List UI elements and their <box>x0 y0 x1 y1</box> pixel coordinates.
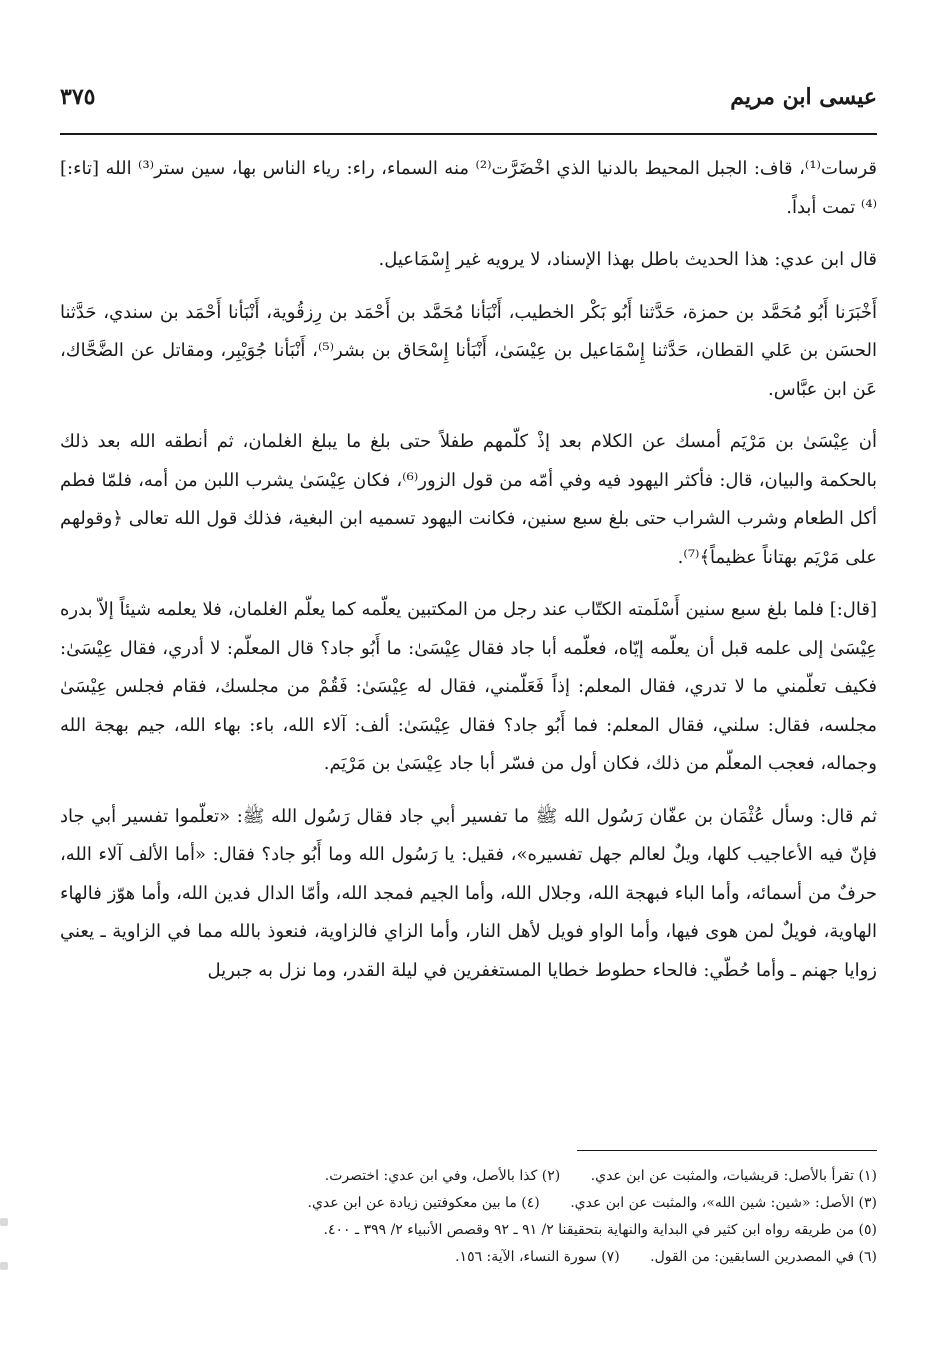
footnotes <box>60 1163 877 1271</box>
paragraph-5: [قال:] فلما بلغ سبع سنين أَسْلَمته الكتّاب عند رجل من المكتبين يعلّمه كما يعلّم الغلمان، فلا يعلمه شيئاً إلاّ بدره عِيْسَىٰ إلى علمه قبل أن يعلّمه إيّاه، فعلّمه أبا جاد فقال عِيْسَىٰ: ما أَبُو جاد؟ قال المعلّم: لا أدري، فقال عِيْسَىٰ: فكيف تعلّمني ما لا تدري، فقال المعلم: إذاً فَعَلّمني، فقال له عِيْسَىٰ: فَقُمْ من مجلسك، فقام فجلس عِيْسَىٰ مجلسه، فقال: سلني، فقال المعلم: فما أَبُو جاد؟ فقال عِيْسَىٰ: ألف: آلاء الله، باء: بهاء الله، جيم بهجة الله وجماله، فعجب المعلّم من ذلك، فكان أول من فسّر أبا جاد عِيْسَىٰ بن مَرْيَم. <box>60 599 877 774</box>
paragraph-6-hadith: ثم قال: وسأل عُثْمَان بن عفّان رَسُول الله ﷺ ما تفسير أبي جاد فقال رَسُول الله ﷺ: «تعلّموا تفسير أبي جاد فإنّ فيه الأعاجيب كلها، ويلٌ لعالم جهل تفسيره»، فقيل: يا رَسُول الله وما أَبُو جاد؟ فقال: «أما الألف آلاء الله، حرفٌ من أسمائه، وأما الباء فبهجة الله، وجلال الله، وأما الجيم فمجد الله، وأمّا الدال فدين الله، وأما هوّز فالهاء الهاوية، فويلٌ لمن هوى فيها، وأما الواو فويل لأهل النار، وأما الزاي فالزاوية، فنعوذ بالله مما في الزاوية ـ يعني زوايا جهنم ـ وأما حُطّي: فالحاء حطوط خطايا المستغفرين في ليلة القدر، وما نزل به جبريل <box>60 805 877 981</box>
paragraph-3-isnad: أَخْبَرَنا أَبُو مُحَمَّد بن حمزة، حَدَّثنا أَبُو بَكْر الخطيب، أَنْبَأنا مُحَمَّد بن أَحْمَد بن رِزقُوية، أَنْبَأنا أَحْمَد بن سندي، حَدَّثنا الحسَن بن عَلي القطان، حَدَّثنا إِسْمَاعيل بن عِيْسَىٰ، أَنْبَأنا إِسْحَاق بن بشر⁽⁵⁾، أَنْبَأنا جُوَيْبِر، ومقاتل عن الضَّحَّاك، عَن ابن عبَّاس. <box>60 301 877 400</box>
footnote-line <box>60 1163 877 1190</box>
header-rule <box>60 133 877 135</box>
page-header <box>60 84 877 130</box>
footnote-6: (٦) في المصدرين السابقين: من القول. <box>650 1249 877 1265</box>
paragraph-4: أن عِيْسَىٰ بن مَرْيَم أمسك عن الكلام بعد إذْ كلّمهم طفلاً حتى بلغ ما يبلغ الغلمان، ثم أنطقه الله بعد ذلك بالحكمة والبيان، قال: فأكثر اليهود فيه وفي أمّه من قول الزور⁽⁶⁾، فكان عِيْسَىٰ يشرب اللبن من أمه، فلمّا فطم أكل الطعام وشرب الشراب حتى بلغ سبع سنين، فكانت اليهود تسميه ابن البغية، فذلك قول الله تعالى ﴿وقولهم على مَرْيَم بهتاناً عظيماً﴾⁽⁷⁾. <box>60 431 878 568</box>
page-number: ٣٧٥ <box>60 84 96 110</box>
footnote-7: (٧) سورة النساء، الآية: ١٥٦. <box>455 1249 620 1265</box>
scan-speck <box>0 1218 8 1226</box>
footnote-1: (١) تقرأ بالأصل: قريشيات، والمثبت عن ابن عدي. <box>590 1168 877 1184</box>
running-title: عيسى ابن مريم <box>730 84 877 110</box>
scan-speck <box>0 1262 8 1270</box>
footnote-line <box>60 1244 877 1271</box>
footnote-5: (٥) من طريقه رواه ابن كثير في البداية والنهاية بتحقيقنا ٢/ ٩١ ـ ٩٢ وقصص الأنبياء ٢/ ٣٩٩ ـ ٤٠٠. <box>323 1222 877 1238</box>
footnote-3: (٣) الأصل: «شين: شين الله»، والمثبت عن ابن عدي. <box>570 1195 877 1211</box>
footnote-line <box>60 1190 877 1217</box>
footnote-4: (٤) ما بين معكوفتين زيادة عن ابن عدي. <box>307 1195 540 1211</box>
paragraph-2: قال ابن عدي: هذا الحديث باطل بهذا الإسناد، لا يرويه غير إِسْمَاعيل. <box>378 249 877 270</box>
main-text <box>60 150 877 1004</box>
paragraph-1: قرسات⁽¹⁾، قاف: الجبل المحيط بالدنيا الذي اخْضَرَّت⁽²⁾ منه السماء، راء: رياء الناس بها، سين ستر⁽³⁾ الله [تاء:]⁽⁴⁾ تمت أبداً. <box>60 158 877 218</box>
footnote-rule <box>577 1150 877 1151</box>
footnote-line <box>60 1217 877 1244</box>
footnote-2: (٢) كذا بالأصل، وفي ابن عدي: اختصرت. <box>324 1168 561 1184</box>
